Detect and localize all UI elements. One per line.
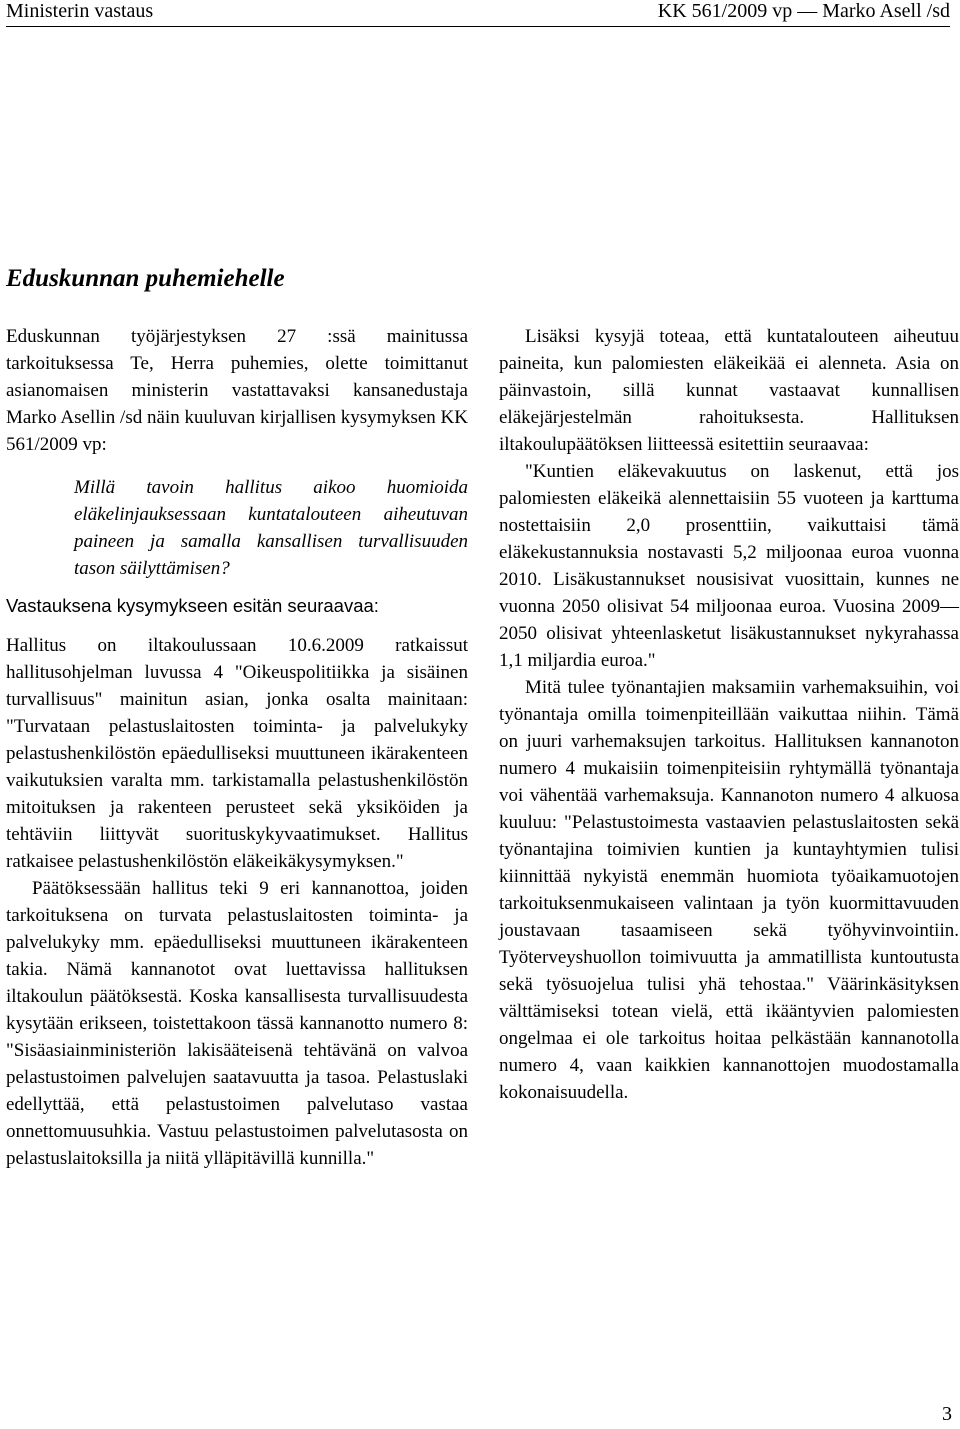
- left-column: [6, 323, 468, 1172]
- question-text: Millä tavoin hallitus aikoo huomioida eläkelinjauksessaan kuntatalouteen aiheutuvan paineen ja samalla kansallisen turvallisuuden tason säilyttämisen?: [74, 477, 468, 579]
- recipient-heading: Eduskunnan puhemiehelle: [6, 265, 285, 292]
- header-right: KK 561/2009 vp — Marko Asell /sd: [657, 0, 950, 22]
- quote-paragraph: "Kuntien eläkevakuutus on laskenut, että jos palomiesten eläkeikä alennettaisiin 55 vuoteen ja karttuma nostettaisiin 2,0 prosenttiin, vaikuttaisi tämä eläkekustannuksia nostavasti 5,2 miljoonaa euroa vuonna 2010. Lisäkustannukset nousisivat vuosittain, kunnes ne vuonna 2050 olisivat 54 miljoonaa euroa. Vuosina 2009—2050 olisivat yhteenlasketut lisäkustannukset nykyrahassa 1,1 miljardia euroa.": [499, 461, 959, 671]
- answer-paragraph-1: Hallitus on iltakoulussaan 10.6.2009 ratkaissut hallitusohjelman luvussa 4 "Oikeuspolitiikka ja sisäinen turvallisuus" mainitun asian, jonka osalta mainitaan: "Turvataan pelastuslaitosten toiminta- ja palvelukyky pelastushenkilöstön epäedulliseksi muuttuneen ikärakenteen vaikutuksien varalta mm. tarkistamalla pelastushenkilöstön mitoituksen ja rakenteen perusteet sekä yksiköiden ja tehtäviin liittyvät suorituskykyvaatimukset. Hallitus ratkaisee pelastushenkilöstön eläkeikäkysymyksen.": [6, 635, 468, 872]
- right-paragraph-1: Lisäksi kysyjä toteaa, että kuntatalouteen aiheutuu paineita, kun palomiesten eläkeikää ei alenneta. Asia on päinvastoin, sillä kunnat vastaavat kunnallisen eläkejärjestelmän rahoituksesta. Hallituksen iltakoulupäätöksen liitteessä esitettiin seuraavaa:: [499, 326, 959, 455]
- right-column: [499, 323, 959, 1106]
- right-paragraph-2: Mitä tulee työnantajien maksamiin varhemaksuihin, voi työnantaja omilla toimenpiteillään vaikuttaa niihin. Tämä on juuri varhemaksujen tarkoitus. Hallituksen kannanoton numero 4 mukaisiin toimenpiteisiin ryhtymällä työnantaja voi vähentää varhemaksuja. Kannanoton numero 4 alkuosa kuuluu: "Pelastustoimesta vastaavien pelastuslaitosten sekä työnantajina toimivien kuntien ja kuntayhtymien tulisi kiinnittää nykyistä enemmän huomiota työaikamuotojen tarkoituksenmukaiseen valintaan ja työn kuormittavuuden joustavaan tasaamiseen sekä työhyvinvointiin. Työterveyshuollon toimivuutta ja ammatillista kuntoutusta sekä työsuojelua tulisi yhä tehostaa." Väärinkäsityksen välttämiseksi totean vielä, että ikääntyvien palomiesten ongelmaa ei ole tarkoitus hoitaa pelkästään kannanotolla numero 4, vaan kaikkien kannanottojen muodostamalla kokonaisuudella.: [499, 677, 959, 1103]
- page-number: 3: [942, 1403, 952, 1425]
- header-left: Ministerin vastaus: [6, 0, 154, 22]
- intro-paragraph: Eduskunnan työjärjestyksen 27 :ssä mainitussa tarkoituksessa Te, Herra puhemies, olette toimittanut asianomaisen ministerin vastattavaksi kansanedustaja Marko Asellin /sd näin kuuluvan kirjallisen kysymyksen KK 561/2009 vp:: [6, 326, 468, 455]
- page-header: [6, 0, 950, 27]
- answer-paragraph-2: Päätöksessään hallitus teki 9 eri kannanottoa, joiden tarkoituksena on turvata pelastuslaitosten toiminta- ja palvelukyky mm. epäedulliseksi muuttuneen ikärakenteen takia. Nämä kannanotot ovat luettavissa hallituksen iltakoulun päätöksestä. Koska kansallisesta turvallisuudesta kysytään erikseen, toistettakoon tässä kannanotto numero 8: "Sisäasiainministeriön lakisääteisenä tehtävänä on valvoa pelastustoimen palvelujen saatavuutta ja tasoa. Pelastuslaki edellyttää, että pelastustoimen palvelutaso vastaa onnettomuusuhkia. Vastuu pelastustoimen palvelutasosta on pelastuslaitoksilla ja niitä ylläpitävillä kunnilla.": [6, 878, 468, 1169]
- answer-lead: Vastauksena kysymykseen esitän seuraavaa:: [6, 595, 379, 616]
